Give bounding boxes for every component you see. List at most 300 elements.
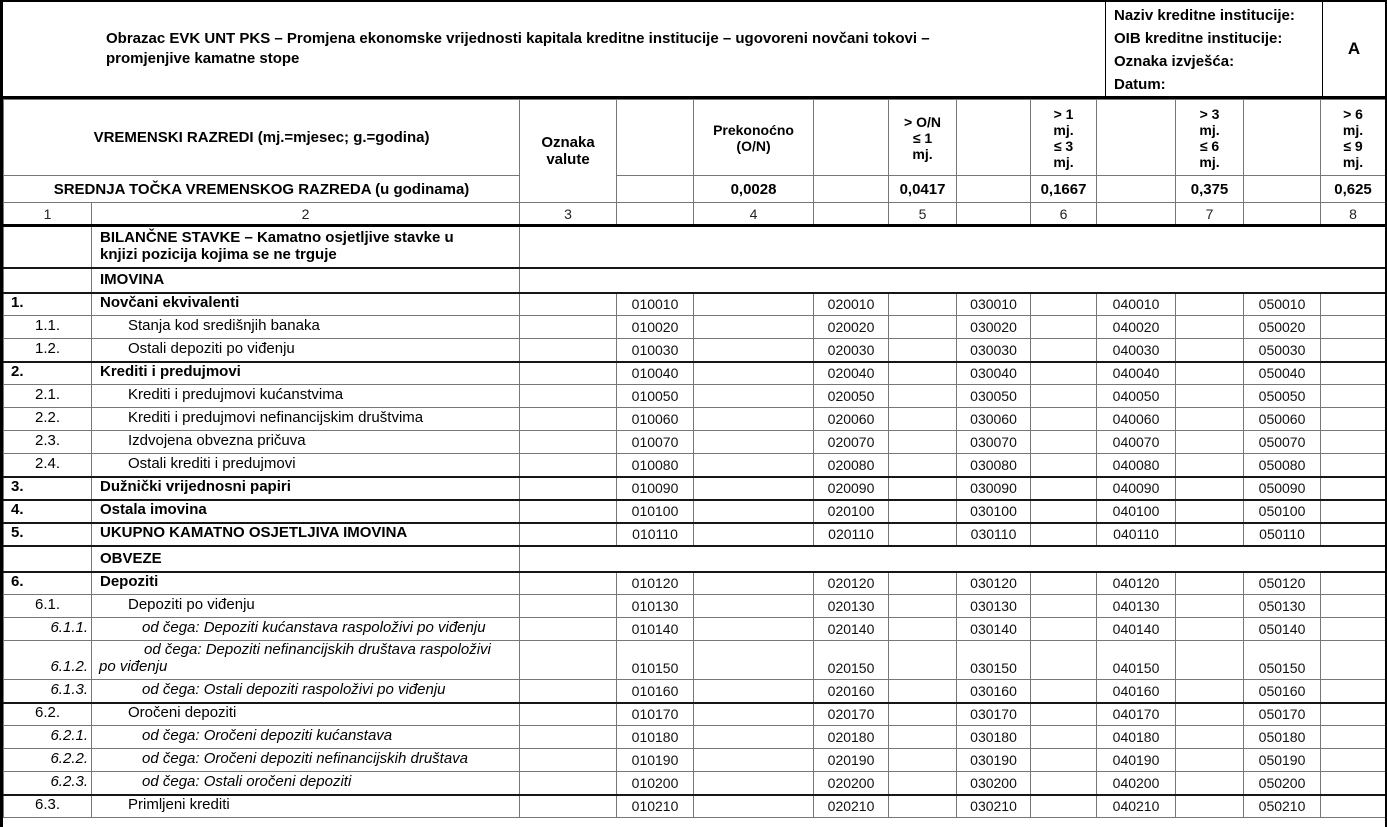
amount-input-cell-bucket-1[interactable] — [889, 595, 957, 618]
report-code: 050070 — [1244, 431, 1321, 454]
row-label: Depoziti — [92, 572, 520, 595]
report-code: 020040 — [814, 362, 889, 385]
currency-input-cell[interactable] — [520, 572, 617, 595]
amount-input-cell-bucket-4[interactable] — [1321, 680, 1386, 703]
amount-input-cell-bucket-3[interactable] — [1176, 362, 1244, 385]
amount-input-cell-bucket-3[interactable] — [1176, 726, 1244, 749]
table-row — [4, 226, 1386, 268]
amount-input-cell-bucket-0[interactable] — [694, 408, 814, 431]
amount-input-cell-bucket-3[interactable] — [1176, 749, 1244, 772]
amount-input-cell-bucket-4[interactable] — [1321, 408, 1386, 431]
table-row — [4, 795, 1386, 818]
currency-input-cell[interactable] — [520, 385, 617, 408]
report-code: 010180 — [617, 726, 694, 749]
midpoint-value-1: 0,0417 — [889, 176, 957, 203]
amount-input-cell-bucket-4[interactable] — [1321, 431, 1386, 454]
report-code: 020160 — [814, 680, 889, 703]
row-number: 5. — [4, 523, 92, 546]
amount-input-cell-bucket-2[interactable] — [1031, 431, 1097, 454]
report-code: 020090 — [814, 477, 889, 500]
amount-input-cell-bucket-2[interactable] — [1031, 772, 1097, 795]
report-code: 030040 — [957, 362, 1031, 385]
amount-input-cell-bucket-1[interactable] — [889, 795, 957, 818]
row-number: 6.1.3. — [4, 680, 92, 703]
currency-input-cell[interactable] — [520, 408, 617, 431]
amount-input-cell-bucket-3[interactable] — [1176, 431, 1244, 454]
date-label: Datum: — [1114, 76, 1166, 93]
report-code: 030120 — [957, 572, 1031, 595]
row-number: 1.2. — [4, 339, 92, 362]
column-number-8: 8 — [1321, 203, 1386, 226]
amount-input-cell-bucket-3[interactable] — [1176, 454, 1244, 477]
spacer-cell — [1244, 176, 1321, 203]
report-code: 040130 — [1097, 595, 1176, 618]
amount-input-cell-bucket-1[interactable] — [889, 293, 957, 316]
report-code: 010030 — [617, 339, 694, 362]
report-code: 050160 — [1244, 680, 1321, 703]
row-number: 6.3. — [4, 795, 92, 818]
currency-input-cell[interactable] — [520, 618, 617, 641]
amount-input-cell-bucket-1[interactable] — [889, 680, 957, 703]
midpoint-value-0: 0,0028 — [694, 176, 814, 203]
time-classes-header: VREMENSKI RAZREDI (mj.=mjesec; g.=godina) — [4, 100, 520, 176]
table-row — [4, 408, 1386, 431]
amount-input-cell-bucket-1[interactable] — [889, 703, 957, 726]
spacer-cell — [814, 203, 889, 226]
spacer-cell — [1244, 203, 1321, 226]
report-code: 040040 — [1097, 362, 1176, 385]
amount-input-cell-bucket-0[interactable] — [694, 572, 814, 595]
row-number: 2.3. — [4, 431, 92, 454]
bucket-header-row — [4, 100, 1386, 176]
amount-input-cell-bucket-0[interactable] — [694, 316, 814, 339]
currency-input-cell[interactable] — [520, 431, 617, 454]
report-code: 030020 — [957, 316, 1031, 339]
amount-input-cell-bucket-1[interactable] — [889, 362, 957, 385]
column-number-3: 3 — [520, 203, 617, 226]
spacer-cell — [814, 176, 889, 203]
row-label: od čega: Ostali oročeni depoziti — [92, 772, 520, 795]
spacer-cell — [957, 176, 1031, 203]
report-code: 050170 — [1244, 703, 1321, 726]
currency-input-cell[interactable] — [520, 726, 617, 749]
column-number-5: 5 — [889, 203, 957, 226]
row-label: Krediti i predujmovi — [92, 362, 520, 385]
row-label: UKUPNO KAMATNO OSJETLJIVA IMOVINA — [92, 523, 520, 546]
report-code: 030200 — [957, 772, 1031, 795]
table-row — [4, 641, 1386, 680]
report-code: 040020 — [1097, 316, 1176, 339]
row-number: 3. — [4, 477, 92, 500]
table-row — [4, 500, 1386, 523]
table-row — [4, 454, 1386, 477]
amount-input-cell-bucket-0[interactable] — [694, 772, 814, 795]
report-code: 010090 — [617, 477, 694, 500]
report-code: 040090 — [1097, 477, 1176, 500]
report-code: 030110 — [957, 523, 1031, 546]
amount-input-cell-bucket-2[interactable] — [1031, 408, 1097, 431]
amount-input-cell-bucket-1[interactable] — [889, 316, 957, 339]
amount-input-cell-bucket-0[interactable] — [694, 523, 814, 546]
amount-input-cell-bucket-0[interactable] — [694, 431, 814, 454]
row-number: 2. — [4, 362, 92, 385]
row-number: 6.2.2. — [4, 749, 92, 772]
amount-input-cell-bucket-4[interactable] — [1321, 703, 1386, 726]
report-code: 010060 — [617, 408, 694, 431]
amount-input-cell-bucket-2[interactable] — [1031, 500, 1097, 523]
column-number-6: 6 — [1031, 203, 1097, 226]
spacer-cell — [1097, 176, 1176, 203]
report-code: 050210 — [1244, 795, 1321, 818]
table-row — [4, 293, 1386, 316]
amount-input-cell-bucket-0[interactable] — [694, 795, 814, 818]
amount-input-cell-bucket-0[interactable] — [694, 749, 814, 772]
report-code: 030180 — [957, 726, 1031, 749]
report-code: 030150 — [957, 641, 1031, 680]
midpoint-row — [4, 176, 1386, 203]
report-code: 010080 — [617, 454, 694, 477]
report-code: 020020 — [814, 316, 889, 339]
row-label: Krediti i predujmovi kućanstvima — [92, 385, 520, 408]
row-label: Novčani ekvivalenti — [92, 293, 520, 316]
report-code: 040200 — [1097, 772, 1176, 795]
amount-input-cell-bucket-3[interactable] — [1176, 618, 1244, 641]
form-header — [3, 2, 1385, 99]
report-code: 050060 — [1244, 408, 1321, 431]
report-code: 030160 — [957, 680, 1031, 703]
table-row — [4, 431, 1386, 454]
row-label: od čega: Ostali depoziti raspoloživi po viđenju — [92, 680, 520, 703]
amount-input-cell-bucket-1[interactable] — [889, 726, 957, 749]
amount-input-cell-bucket-2[interactable] — [1031, 726, 1097, 749]
amount-input-cell-bucket-3[interactable] — [1176, 703, 1244, 726]
bucket-header-3: > 3 mj. ≤ 6 mj. — [1176, 100, 1244, 176]
merged-empty-cell — [520, 546, 1386, 572]
report-code: 030100 — [957, 500, 1031, 523]
row-label: Stanja kod središnjih banaka — [92, 316, 520, 339]
report-code: 020210 — [814, 795, 889, 818]
amount-input-cell-bucket-2[interactable] — [1031, 339, 1097, 362]
table-row — [4, 339, 1386, 362]
report-code: 050150 — [1244, 641, 1321, 680]
amount-input-cell-bucket-3[interactable] — [1176, 339, 1244, 362]
amount-input-cell-bucket-3[interactable] — [1176, 477, 1244, 500]
row-number: 6.1.2. — [4, 641, 92, 680]
row-number: 4. — [4, 500, 92, 523]
report-code: 030080 — [957, 454, 1031, 477]
row-number — [4, 546, 92, 572]
amount-input-cell-bucket-4[interactable] — [1321, 726, 1386, 749]
report-code: 040060 — [1097, 408, 1176, 431]
amount-input-cell-bucket-0[interactable] — [694, 362, 814, 385]
table-row — [4, 680, 1386, 703]
amount-input-cell-bucket-0[interactable] — [694, 500, 814, 523]
currency-input-cell[interactable] — [520, 749, 617, 772]
amount-input-cell-bucket-3[interactable] — [1176, 795, 1244, 818]
amount-input-cell-bucket-4[interactable] — [1321, 454, 1386, 477]
amount-input-cell-bucket-2[interactable] — [1031, 477, 1097, 500]
table-row — [4, 749, 1386, 772]
report-code: 050190 — [1244, 749, 1321, 772]
amount-input-cell-bucket-2[interactable] — [1031, 618, 1097, 641]
row-label: Izdvojena obvezna pričuva — [92, 431, 520, 454]
amount-input-cell-bucket-0[interactable] — [694, 618, 814, 641]
amount-input-cell-bucket-4[interactable] — [1321, 385, 1386, 408]
amount-input-cell-bucket-4[interactable] — [1321, 772, 1386, 795]
institution-name-label: Naziv kreditne institucije: — [1114, 7, 1295, 24]
row-label: Krediti i predujmovi nefinancijskim društvima — [92, 408, 520, 431]
amount-input-cell-bucket-4[interactable] — [1321, 749, 1386, 772]
amount-input-cell-bucket-0[interactable] — [694, 726, 814, 749]
spacer-cell — [617, 203, 694, 226]
report-code: 040190 — [1097, 749, 1176, 772]
amount-input-cell-bucket-3[interactable] — [1176, 408, 1244, 431]
report-code: 040210 — [1097, 795, 1176, 818]
row-number: 2.2. — [4, 408, 92, 431]
amount-input-cell-bucket-0[interactable] — [694, 680, 814, 703]
row-label: Depoziti po viđenju — [92, 595, 520, 618]
amount-input-cell-bucket-2[interactable] — [1031, 641, 1097, 680]
column-number-row — [4, 203, 1386, 226]
amount-input-cell-bucket-3[interactable] — [1176, 500, 1244, 523]
table-row — [4, 572, 1386, 595]
amount-input-cell-bucket-3[interactable] — [1176, 595, 1244, 618]
report-code: 010210 — [617, 795, 694, 818]
amount-input-cell-bucket-4[interactable] — [1321, 362, 1386, 385]
amount-input-cell-bucket-4[interactable] — [1321, 618, 1386, 641]
report-code: 040150 — [1097, 641, 1176, 680]
amount-input-cell-bucket-0[interactable] — [694, 595, 814, 618]
midpoint-row-header: SREDNJA TOČKA VREMENSKOG RAZREDA (u godinama) — [4, 176, 520, 203]
amount-input-cell-bucket-2[interactable] — [1031, 595, 1097, 618]
table-row — [4, 772, 1386, 795]
report-code: 040170 — [1097, 703, 1176, 726]
report-code: 020110 — [814, 523, 889, 546]
column-number-2: 2 — [92, 203, 520, 226]
column-number-4: 4 — [694, 203, 814, 226]
report-code: 020200 — [814, 772, 889, 795]
amount-input-cell-bucket-3[interactable] — [1176, 316, 1244, 339]
amount-input-cell-bucket-0[interactable] — [694, 703, 814, 726]
amount-input-cell-bucket-2[interactable] — [1031, 703, 1097, 726]
amount-input-cell-bucket-0[interactable] — [694, 477, 814, 500]
currency-input-cell[interactable] — [520, 523, 617, 546]
row-label: Dužnički vrijednosni papiri — [92, 477, 520, 500]
amount-input-cell-bucket-0[interactable] — [694, 339, 814, 362]
table-row — [4, 523, 1386, 546]
report-code: 010120 — [617, 572, 694, 595]
row-number: 6. — [4, 572, 92, 595]
amount-input-cell-bucket-4[interactable] — [1321, 795, 1386, 818]
bucket-header-2: > 1 mj. ≤ 3 mj. — [1031, 100, 1097, 176]
amount-input-cell-bucket-3[interactable] — [1176, 572, 1244, 595]
amount-input-cell-bucket-0[interactable] — [694, 454, 814, 477]
row-number — [4, 268, 92, 293]
row-label: OBVEZE — [92, 546, 520, 572]
row-number: 2.4. — [4, 454, 92, 477]
table-row — [4, 595, 1386, 618]
report-code: 030190 — [957, 749, 1031, 772]
report-code: 010110 — [617, 523, 694, 546]
spacer-cell — [617, 176, 694, 203]
amount-input-cell-bucket-1[interactable] — [889, 618, 957, 641]
spacer-cell — [814, 100, 889, 176]
report-code: 010020 — [617, 316, 694, 339]
report-code: 020050 — [814, 385, 889, 408]
report-code: 050180 — [1244, 726, 1321, 749]
table-row — [4, 268, 1386, 293]
currency-input-cell[interactable] — [520, 595, 617, 618]
table-row — [4, 385, 1386, 408]
row-number: 6.2. — [4, 703, 92, 726]
amount-input-cell-bucket-4[interactable] — [1321, 500, 1386, 523]
report-code: 040180 — [1097, 726, 1176, 749]
amount-input-cell-bucket-4[interactable] — [1321, 293, 1386, 316]
spacer-cell — [617, 100, 694, 176]
amount-input-cell-bucket-4[interactable] — [1321, 572, 1386, 595]
report-code: 020100 — [814, 500, 889, 523]
currency-input-cell[interactable] — [520, 680, 617, 703]
amount-input-cell-bucket-4[interactable] — [1321, 595, 1386, 618]
amount-input-cell-bucket-1[interactable] — [889, 500, 957, 523]
amount-input-cell-bucket-2[interactable] — [1031, 523, 1097, 546]
bucket-header-0: Prekonoćno (O/N) — [694, 100, 814, 176]
amount-input-cell-bucket-4[interactable] — [1321, 641, 1386, 680]
amount-input-cell-bucket-1[interactable] — [889, 749, 957, 772]
report-code: 010190 — [617, 749, 694, 772]
row-label: Ostali krediti i predujmovi — [92, 454, 520, 477]
amount-input-cell-bucket-2[interactable] — [1031, 293, 1097, 316]
report-code: 040030 — [1097, 339, 1176, 362]
report-code: 030070 — [957, 431, 1031, 454]
report-code: 030010 — [957, 293, 1031, 316]
amount-input-cell-bucket-2[interactable] — [1031, 385, 1097, 408]
report-code: 010040 — [617, 362, 694, 385]
row-label: Oročeni depoziti — [92, 703, 520, 726]
row-label: od čega: Depoziti kućanstava raspoloživi po viđenju — [92, 618, 520, 641]
midpoint-value-3: 0,375 — [1176, 176, 1244, 203]
currency-input-cell[interactable] — [520, 500, 617, 523]
report-code: 030090 — [957, 477, 1031, 500]
currency-input-cell[interactable] — [520, 477, 617, 500]
report-code: 040010 — [1097, 293, 1176, 316]
amount-input-cell-bucket-1[interactable] — [889, 339, 957, 362]
spacer-cell — [957, 203, 1031, 226]
report-code: 040110 — [1097, 523, 1176, 546]
spacer-cell — [957, 100, 1031, 176]
amount-input-cell-bucket-2[interactable] — [1031, 454, 1097, 477]
amount-input-cell-bucket-2[interactable] — [1031, 680, 1097, 703]
amount-input-cell-bucket-3[interactable] — [1176, 641, 1244, 680]
row-number: 6.2.1. — [4, 726, 92, 749]
report-code: 050120 — [1244, 572, 1321, 595]
row-number: 1. — [4, 293, 92, 316]
currency-input-cell[interactable] — [520, 795, 617, 818]
row-label: od čega: Oročeni depoziti kućanstava — [92, 726, 520, 749]
report-code: 030170 — [957, 703, 1031, 726]
amount-input-cell-bucket-2[interactable] — [1031, 795, 1097, 818]
report-code: 050010 — [1244, 293, 1321, 316]
currency-input-cell[interactable] — [520, 641, 617, 680]
report-code: 010050 — [617, 385, 694, 408]
report-code: 030060 — [957, 408, 1031, 431]
amount-input-cell-bucket-3[interactable] — [1176, 385, 1244, 408]
currency-input-cell[interactable] — [520, 703, 617, 726]
report-code: 020140 — [814, 618, 889, 641]
amount-input-cell-bucket-2[interactable] — [1031, 316, 1097, 339]
report-code: 050130 — [1244, 595, 1321, 618]
amount-input-cell-bucket-0[interactable] — [694, 385, 814, 408]
currency-input-cell[interactable] — [520, 362, 617, 385]
currency-input-cell[interactable] — [520, 339, 617, 362]
amount-input-cell-bucket-0[interactable] — [694, 293, 814, 316]
amount-input-cell-bucket-2[interactable] — [1031, 749, 1097, 772]
report-code: 010070 — [617, 431, 694, 454]
row-number: 6.1. — [4, 595, 92, 618]
amount-input-cell-bucket-1[interactable] — [889, 572, 957, 595]
amount-input-cell-bucket-3[interactable] — [1176, 293, 1244, 316]
amount-input-cell-bucket-1[interactable] — [889, 477, 957, 500]
report-code: 020150 — [814, 641, 889, 680]
report-code: 050050 — [1244, 385, 1321, 408]
amount-input-cell-bucket-1[interactable] — [889, 431, 957, 454]
amount-input-cell-bucket-1[interactable] — [889, 641, 957, 680]
report-code: 050040 — [1244, 362, 1321, 385]
currency-input-cell[interactable] — [520, 454, 617, 477]
amount-input-cell-bucket-4[interactable] — [1321, 339, 1386, 362]
bucket-header-4: > 6 mj. ≤ 9 mj. — [1321, 100, 1386, 176]
report-code: 040050 — [1097, 385, 1176, 408]
amount-input-cell-bucket-2[interactable] — [1031, 362, 1097, 385]
amount-input-cell-bucket-0[interactable] — [694, 641, 814, 680]
amount-input-cell-bucket-1[interactable] — [889, 772, 957, 795]
report-code: 010140 — [617, 618, 694, 641]
amount-input-cell-bucket-1[interactable] — [889, 408, 957, 431]
report-code: 020070 — [814, 431, 889, 454]
report-code: 010200 — [617, 772, 694, 795]
table-row — [4, 618, 1386, 641]
report-code: 010100 — [617, 500, 694, 523]
amount-input-cell-bucket-3[interactable] — [1176, 680, 1244, 703]
report-code: 050020 — [1244, 316, 1321, 339]
amount-input-cell-bucket-1[interactable] — [889, 523, 957, 546]
row-number — [4, 226, 92, 268]
report-code: 010130 — [617, 595, 694, 618]
row-number: 6.2.3. — [4, 772, 92, 795]
amount-input-cell-bucket-1[interactable] — [889, 454, 957, 477]
amount-input-cell-bucket-4[interactable] — [1321, 477, 1386, 500]
midpoint-value-4: 0,625 — [1321, 176, 1386, 203]
report-code: 030130 — [957, 595, 1031, 618]
report-code: 050100 — [1244, 500, 1321, 523]
amount-input-cell-bucket-4[interactable] — [1321, 523, 1386, 546]
amount-input-cell-bucket-2[interactable] — [1031, 572, 1097, 595]
report-code: 040080 — [1097, 454, 1176, 477]
report-code: 030030 — [957, 339, 1031, 362]
row-label: od čega: Depoziti nefinancijskih društava raspoloživi po viđenju — [92, 641, 520, 680]
amount-input-cell-bucket-1[interactable] — [889, 385, 957, 408]
report-code: 050080 — [1244, 454, 1321, 477]
currency-input-cell[interactable] — [520, 293, 617, 316]
currency-input-cell[interactable] — [520, 316, 617, 339]
amount-input-cell-bucket-3[interactable] — [1176, 523, 1244, 546]
currency-input-cell[interactable] — [520, 772, 617, 795]
report-code: 020190 — [814, 749, 889, 772]
report-code: 040140 — [1097, 618, 1176, 641]
amount-input-cell-bucket-4[interactable] — [1321, 316, 1386, 339]
report-code: 050200 — [1244, 772, 1321, 795]
amount-input-cell-bucket-3[interactable] — [1176, 772, 1244, 795]
